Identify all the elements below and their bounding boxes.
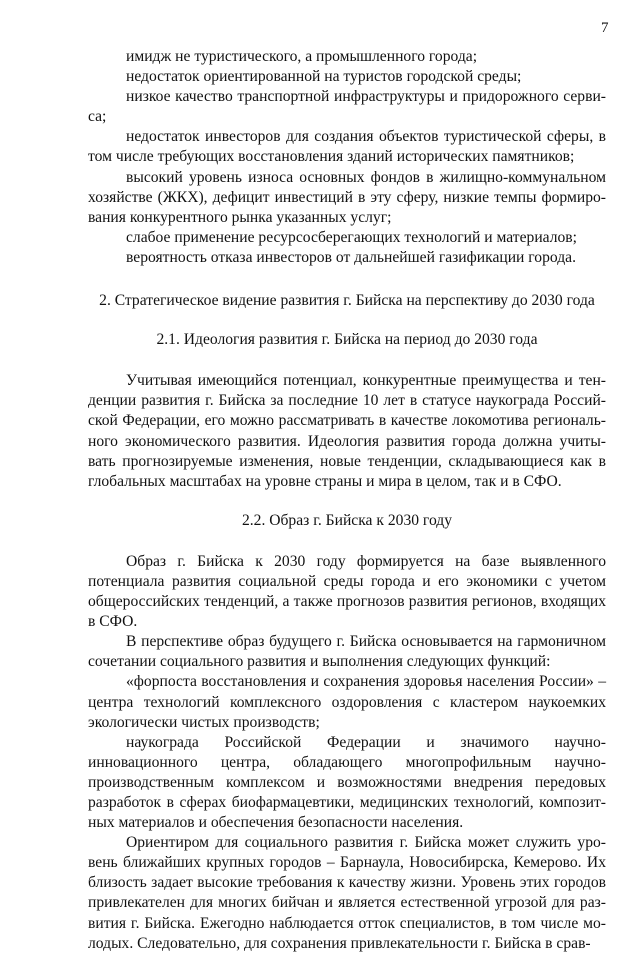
subsection-heading: 2.2. Образ г. Бийска к 2030 году — [241, 511, 453, 529]
list-item: имидж не туристического, а промышленного города; — [126, 48, 478, 65]
list-item: слабое применение ресурсосберегающих технологий и материалов; — [126, 228, 577, 246]
paragraph: Ориентиром для социального развития г. Бийска может служить уро-вень ближайших крупных городов – Барнаула, Новосибирска, Кемерово. Их близость задает высокие требования к качеству жизни. Уровень этих городов привлекателен для многих бийчан и является естественной угрозой для раз-вития г. Бийска. Ежегодно наблюдается отток специалистов, в том числе мо-лодых. Следовательно, для сохранения привлекательности г. Бийска в срав- — [88, 834, 606, 952]
subsection-heading: 2.1. Идеология развития г. Бийска на период до 2030 года — [156, 331, 538, 349]
document-body — [88, 47, 606, 954]
list-item: низкое качество транспортной инфраструктуры и придорожного серви-са; — [88, 88, 606, 126]
paragraph: Образ г. Бийска к 2030 году формируется на базе выявленного потенциала развития социальной среды города и его экономики с учетом общероссийских тенденций, а также прогнозов развития регионов, входящих в СФО. — [88, 552, 606, 631]
list-item: недостаток инвесторов для создания объектов туристической сферы, в том числе требующих восстановления зданий исторических памятников; — [88, 128, 606, 166]
paragraph: В перспективе образ будущего г. Бийска основывается на гармоничном сочетании социального развития и выполнения следующих функций: — [88, 633, 606, 671]
section-heading: 2. Стратегическое видение развития г. Бийска на перспективу до 2030 года — [99, 292, 595, 310]
list-item: наукограда Российской Федерации и значимого научно-инновационного центра, обладающего многопрофильным научно-производственным комплексом и возможностями внедрения передовых разработок в сферах биофармацевтики, медицинских технологий, композит-ных материалов и обеспечения безопасности населения. — [88, 733, 606, 832]
list-item: высокий уровень износа основных фондов в жилищно-коммунальном хозяйстве (ЖКХ), дефицит инвестиций в эту сферу, низкие темпы формиро-вания конкурентного рынка указанных услуг; — [88, 168, 606, 226]
list-item: «форпоста восстановления и сохранения здоровья населения России» – центра технологий комплексного оздоровления с кластером наукоемких экологически чистых производств; — [88, 673, 606, 731]
page-number: 7 — [601, 20, 609, 36]
list-item: недостаток ориентированной на туристов городской среды; — [126, 68, 522, 86]
list-item: вероятность отказа инвесторов от дальнейшей газификации города. — [126, 248, 576, 266]
paragraph: Учитывая имеющийся потенциал, конкурентные преимущества и тен-денции развития г. Бийска за последние 10 лет в статусе наукограда Россий-ской Федерации, его можно рассматривать в качестве локомотива региональ-ного экономического развития. Идеология развития города должна учиты-вать прогнозируемые изменения, новые тенденции, складывающиеся как в глобальных масштабах на уровне страны и мира в целом, так и в СФО. — [88, 372, 606, 490]
